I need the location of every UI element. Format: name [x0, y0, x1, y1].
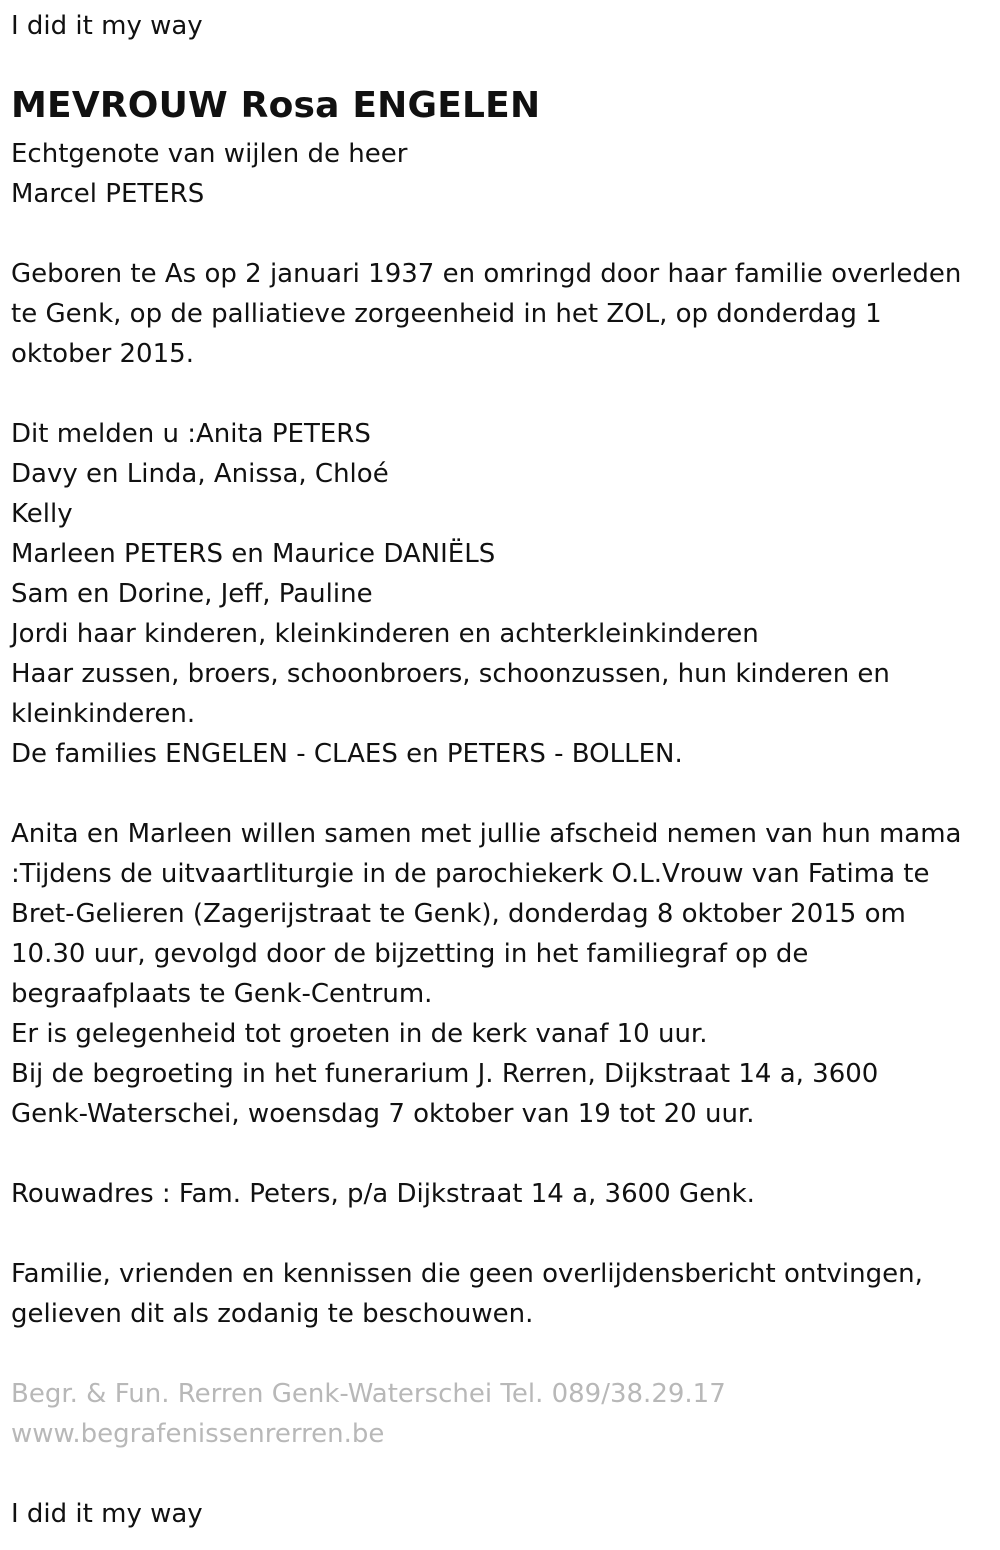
family-line: Haar zussen, broers, schoonbroers, schoonzussen, hun kinderen en — [11, 659, 890, 689]
funeral-line: Bij de begroeting in het funerarium J. Rerren, Dijkstraat 14 a, 3600 — [11, 1059, 879, 1089]
family-line: Dit melden u :Anita PETERS — [11, 419, 371, 449]
family-line: Jordi haar kinderen, kleinkinderen en achterkleinkinderen — [11, 619, 759, 649]
funeral-line: Er is gelegenheid tot groeten in de kerk vanaf 10 uur. — [11, 1019, 708, 1049]
motto-top: I did it my way — [11, 11, 203, 41]
funeral-block — [11, 814, 962, 1134]
funeral-line: Genk-Waterschei, woensdag 7 oktober van 19 tot 20 uur. — [11, 1099, 755, 1129]
family-line: Sam en Dorine, Jeff, Pauline — [11, 579, 373, 609]
birth-death-line: Geboren te As op 2 januari 1937 en omringd door haar familie overleden — [11, 259, 962, 289]
family-line: kleinkinderen. — [11, 699, 196, 729]
birth-death-line: oktober 2015. — [11, 339, 194, 369]
family-line: Kelly — [11, 499, 73, 529]
family-line: Marleen PETERS en Maurice DANIËLS — [11, 539, 496, 569]
funeral-line: Anita en Marleen willen samen met jullie afscheid nemen van hun mama — [11, 819, 962, 849]
undertaker-contact: Begr. & Fun. Rerren Genk-Waterschei Tel. 089/38.29.17 — [11, 1379, 726, 1409]
funeral-line: :Tijdens de uitvaartliturgie in de parochiekerk O.L.Vrouw van Fatima te — [11, 859, 930, 889]
funeral-line: 10.30 uur, gevolgd door de bijzetting in het familiegraf op de — [11, 939, 809, 969]
funeral-line: Bret-Gelieren (Zagerijstraat te Genk), donderdag 8 oktober 2015 om — [11, 899, 906, 929]
mourning-address-block — [11, 1174, 755, 1214]
notice-line: Familie, vrienden en kennissen die geen overlijdensbericht ontvingen, — [11, 1259, 923, 1289]
undertaker-block — [11, 1374, 726, 1454]
spouse-line: Echtgenote van wijlen de heer — [11, 139, 408, 169]
spouse-line: Marcel PETERS — [11, 179, 205, 209]
birth-death-line: te Genk, op de palliatieve zorgeenheid in het ZOL, op donderdag 1 — [11, 299, 882, 329]
spouse-block — [11, 134, 407, 214]
birth-death-block — [11, 254, 961, 374]
deceased-name: MEVROUW Rosa ENGELEN — [11, 85, 541, 126]
motto-bottom: I did it my way — [11, 1499, 203, 1529]
notice-block — [11, 1254, 923, 1334]
notice-line: gelieven dit als zodanig te beschouwen. — [11, 1299, 534, 1329]
family-block — [11, 414, 890, 774]
funeral-line: begraafplaats te Genk-Centrum. — [11, 979, 433, 1009]
family-line: De families ENGELEN - CLAES en PETERS - BOLLEN. — [11, 739, 683, 769]
family-line: Davy en Linda, Anissa, Chloé — [11, 459, 389, 489]
undertaker-website[interactable]: www.begrafenissenrerren.be — [11, 1419, 385, 1449]
mourning-address: Rouwadres : Fam. Peters, p/a Dijkstraat 14 a, 3600 Genk. — [11, 1179, 755, 1209]
